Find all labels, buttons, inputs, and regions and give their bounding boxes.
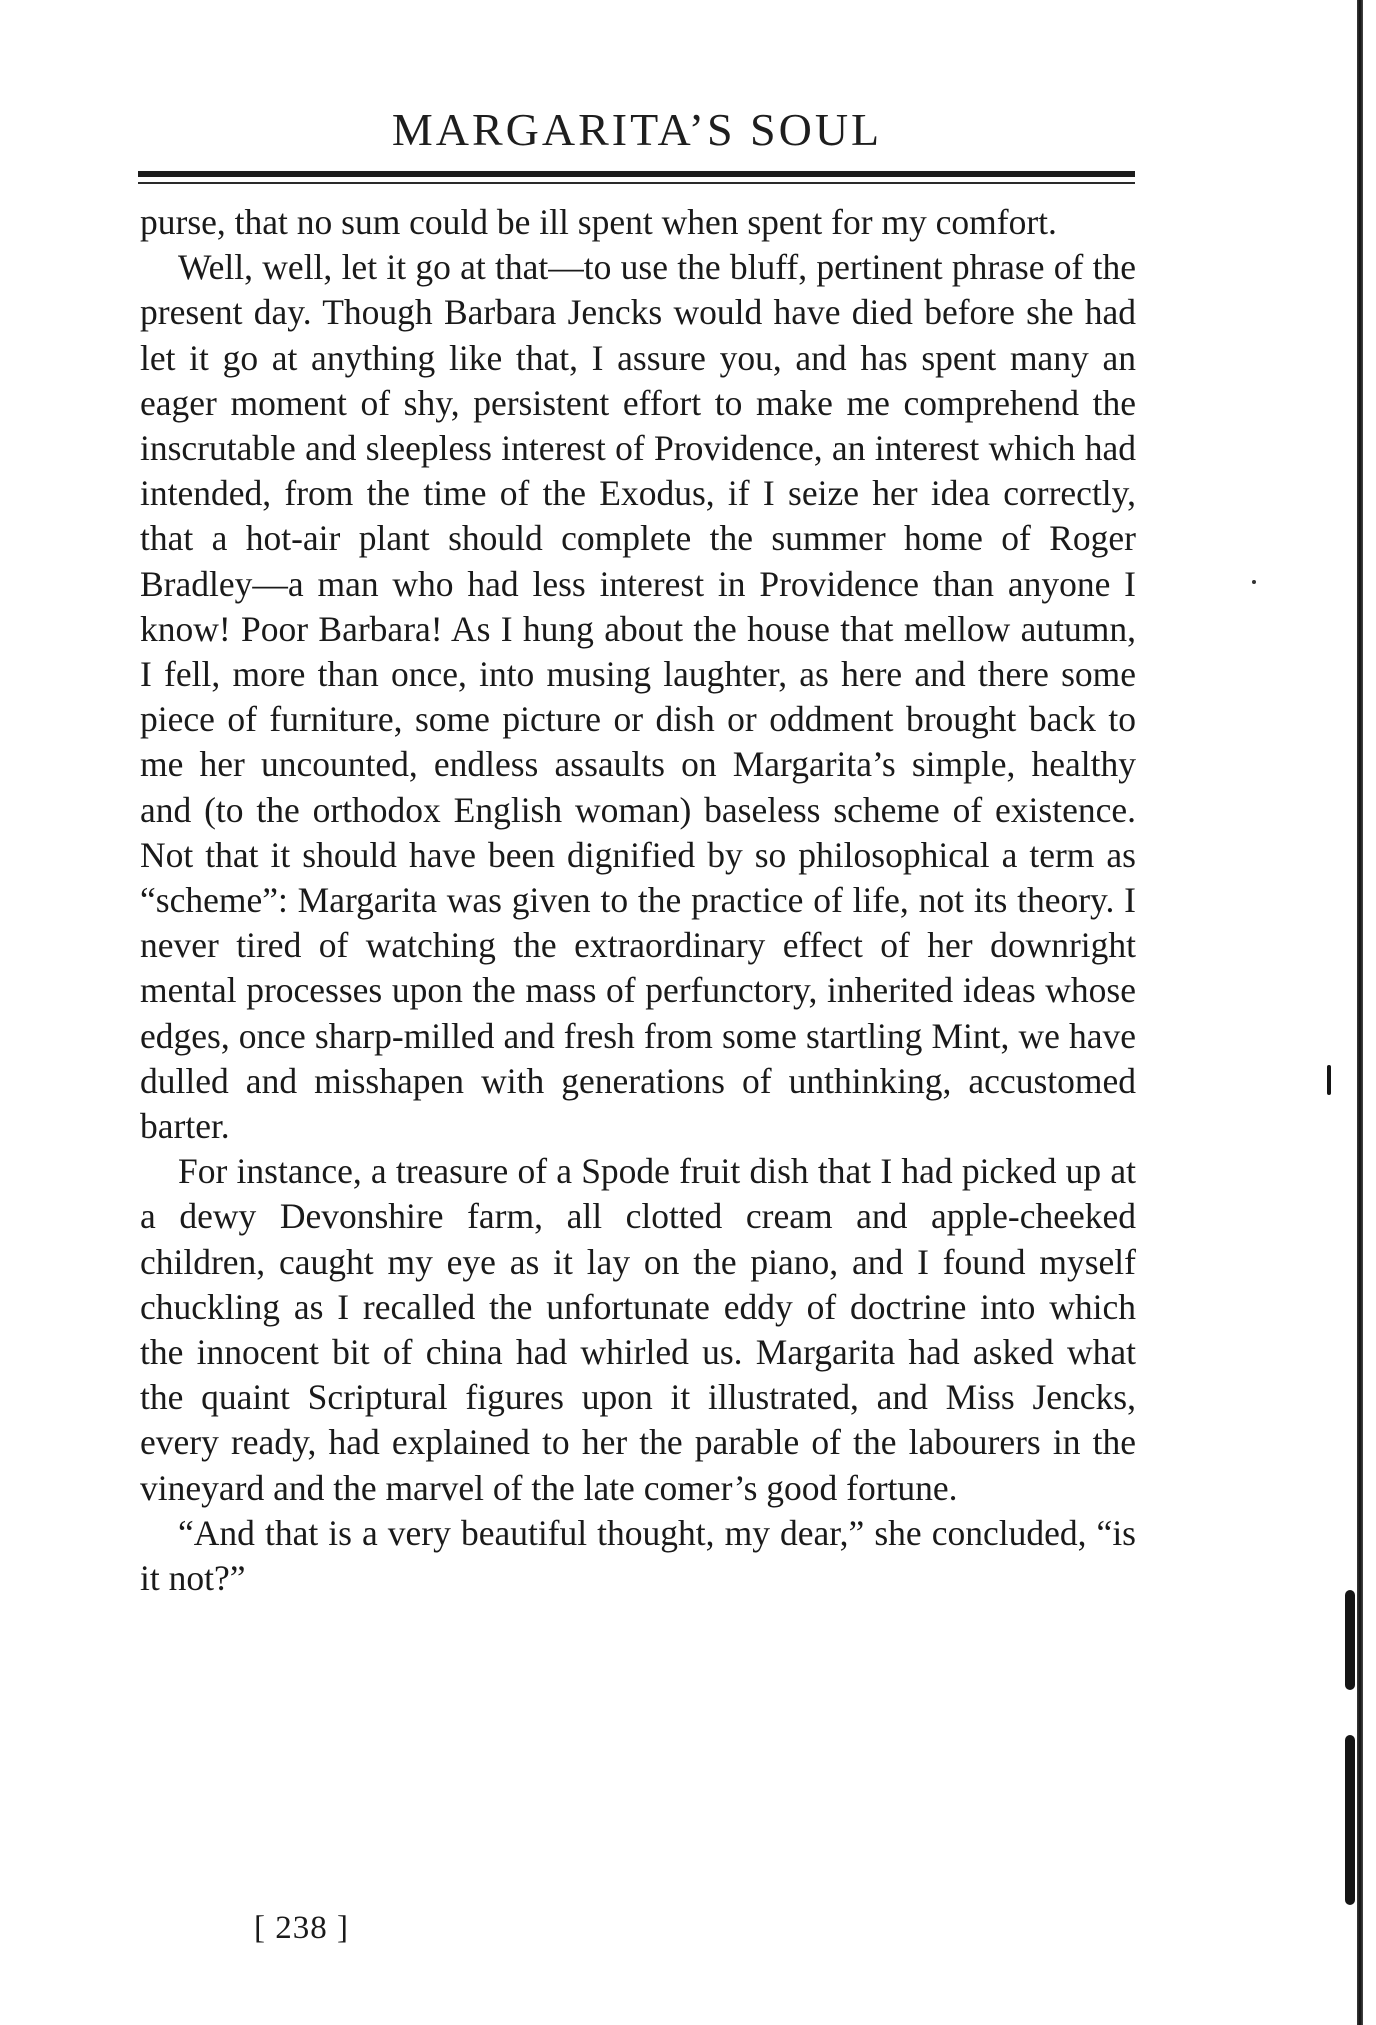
header-rule-thick	[138, 171, 1135, 177]
paragraph-3: For instance, a treasure of a Spode fruit dish that I had picked up at a dewy Devonshire farm, all clotted cream and apple-cheeked children, caught my eye as it lay on the piano, and I found myself chuckling as I recalled the unfortunate eddy of doctrine into which the innocent bit of china had whirled us. Margarita had asked what the quaint Scriptural figures upon it illustrated, and Miss Jencks, every ready, had explained to her the parable of the labourers in the vineyard and the marvel of the late comer’s good fortune.	[140, 1151, 1136, 1508]
paper-speck	[1252, 580, 1256, 584]
paragraph-4: “And that is a very beautiful thought, my dear,” she concluded, “is it not?”	[140, 1512, 1136, 1599]
header-rule-thin	[138, 182, 1135, 184]
running-title: MARGARITA’S SOUL	[391, 104, 883, 155]
page-edge-mark	[1327, 1065, 1331, 1095]
page-edge-shadow	[1357, 0, 1363, 2025]
page-edge-mark	[1345, 1735, 1355, 1905]
paragraph-2: Well, well, let it go at that—to use the bluff, pertinent phrase of the present day. Though Barbara Jencks would have died before she had let it go at anything like that, I assure you, and has spent many an eager moment of shy, persistent effort to make me comprehend the inscrutable and sleepless interest of Providence, an interest which had intended, from the time of the Exodus, if I seize her idea correctly, that a hot-air plant should complete the summer home of Roger Bradley—a man who had less interest in Providence than anyone I know! Poor Barbara! As I hung about the house that mellow autumn, I fell, more than once, into musing laughter, as here and there some piece of furniture, some picture or dish or oddment brought back to me her uncounted, endless assaults on Margarita’s simple, healthy and (to the orthodox English woman) baseless scheme of existence. Not that it should have been dignified by so philosophical a term as “scheme”: Margarita was given to the practice of life, not its theory. I never tired of watching the extraordinary effect of her downright mental processes upon the mass of perfunctory, inherited ideas whose edges, once sharp-milled and fresh from some startling Mint, we have dulled and misshapen with generations of unthinking, accustomed barter.	[140, 247, 1136, 1147]
paragraph-1: purse, that no sum could be ill spent when spent for my comfort.	[140, 202, 1057, 242]
page-edge-mark	[1345, 1590, 1355, 1690]
body-text	[140, 200, 1136, 1601]
page-number: [ 238 ]	[254, 1910, 349, 1946]
